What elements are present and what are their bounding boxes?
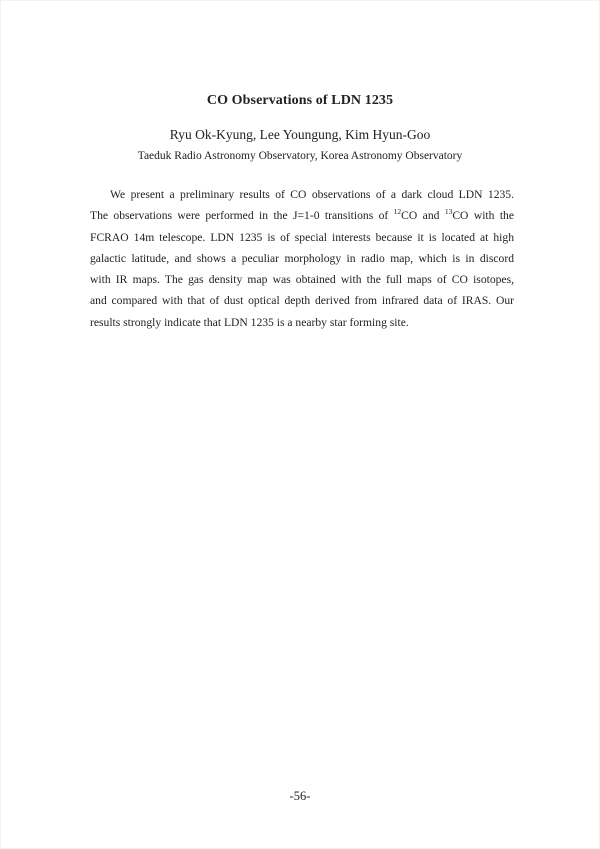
abstract-paragraph	[90, 184, 514, 333]
page-number: -56-	[289, 789, 311, 803]
abstract-line-2	[90, 205, 514, 226]
abstract-line-2-text: The observations were performed in the J=1-0 transitions of	[90, 209, 394, 223]
isotope-12-molecule: CO and	[401, 209, 445, 223]
author-affiliation: Taeduk Radio Astronomy Observatory, Korea Astronomy Observatory	[137, 150, 463, 162]
abstract-line-7: results strongly indicate that LDN 1235 is a nearby star forming site.	[90, 315, 409, 329]
abstract-line-3: FCRAO 14m telescope. LDN 1235 is of special interests because it is located at high	[90, 230, 514, 244]
abstract-line-4: galactic latitude, and shows a peculiar morphology in radio map, which is in discord	[90, 251, 514, 265]
author-list: Ryu Ok-Kyung, Lee Youngung, Kim Hyun-Goo	[169, 127, 431, 142]
document-title: CO Observations of LDN 1235	[206, 93, 394, 108]
abstract-line-6: and compared with that of dust optical depth derived from infrared data of IRAS. Our	[90, 294, 514, 308]
isotope-13-superscript: 13	[444, 207, 453, 217]
abstract-line-5: with IR maps. The gas density map was obtained with the full maps of CO isotopes,	[90, 273, 514, 287]
abstract-line-1: We present a preliminary results of CO observations of a dark cloud LDN 1235.	[110, 188, 514, 201]
isotope-13-molecule: CO with the	[452, 209, 514, 223]
isotope-12-superscript: 12	[393, 207, 402, 217]
